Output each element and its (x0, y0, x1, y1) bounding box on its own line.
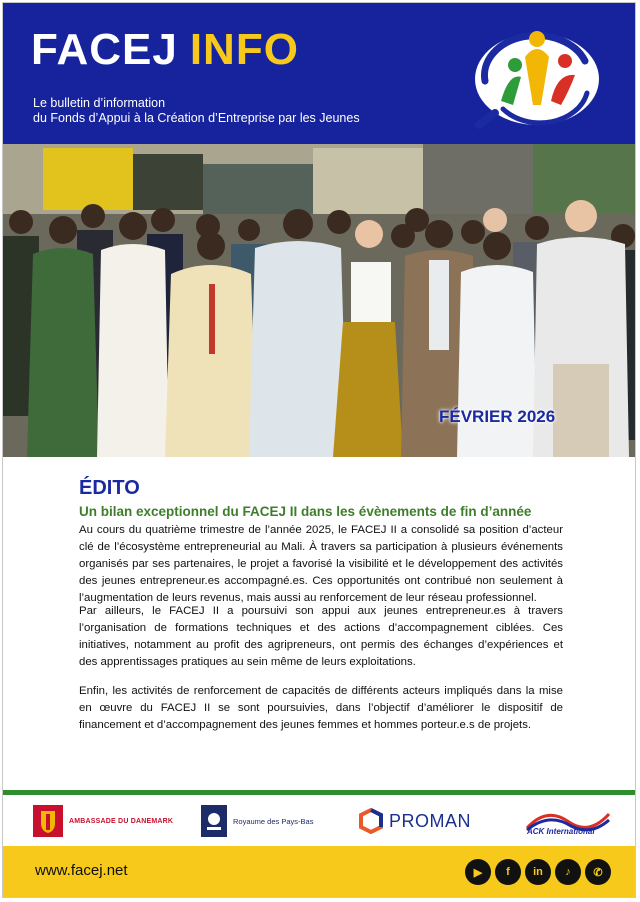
proman-hexagon-icon (359, 808, 383, 834)
issue-date: FÉVRIER 2026 (439, 407, 556, 426)
subtitle-line-2: du Fonds d’Appui à la Création d’Entreprise par les Jeunes (33, 111, 360, 125)
edito-paragraph-3: Enfin, les activités de renforcement de capacités de différents acteurs impliqués dans la mise en œuvre du FACEJ II se sont poursuivies, dans l’objectif d’améliorer le dispositif de financement et d’accompagnement des jeunes femmes et hommes porteur.e.s de projets. (79, 685, 563, 731)
edito-paragraph-2: Par ailleurs, le FACEJ II a poursuivi son appui aux jeunes entrepreneur.es à travers l’organisation de formations techniques et des actions d’accompagnement ciblées. Ces initiatives, notamment au profit des agripreneurs, ont permis des échanges d’expériences et des apprentissages pratiques au sein même de leurs exploitations. (79, 605, 563, 668)
edito-paragraph-1: Au cours du quatrième trimestre de l’année 2025, le FACEJ II a consolidé sa position d’acteur clé de l’écosystème entrepreneurial au Mali. À travers sa participation à plusieurs événements organisés par ses partenaires, le projet a favorisé la visibilité et le développement des activités des jeunes entrepreneur.es accompagné.es. Ces opportunités ont contribué non seulement à l’augmentation de leurs revenus, mais aussi au renforcement de leur réseau professionnel. (79, 524, 563, 604)
partner-ack-label: ACK International (527, 827, 595, 836)
partner-proman (359, 803, 471, 839)
partner-netherlands (201, 803, 313, 839)
masthead-title-info: INFO (189, 25, 299, 74)
whatsapp-icon[interactable]: ✆ (585, 859, 611, 885)
masthead-title (31, 25, 299, 75)
website-link[interactable]: www.facej.net (35, 862, 128, 879)
partner-proman-label: PROMAN (389, 810, 472, 831)
facej-logo-icon (465, 21, 605, 131)
edito-heading: ÉDITO (79, 477, 140, 499)
social-links (465, 859, 611, 885)
edito-subheading: Un bilan exceptionnel du FACEJ II dans les évènements de fin d’année (79, 504, 532, 519)
facebook-icon[interactable]: f (495, 859, 521, 885)
netherlands-crest-icon (201, 805, 227, 837)
tiktok-icon[interactable]: ♪ (555, 859, 581, 885)
partner-ack (525, 803, 611, 839)
subtitle-line-1: Le bulletin d’information (33, 96, 166, 110)
partner-denmark-label: AMBASSADE DU DANEMARK (69, 817, 174, 825)
masthead-subtitle (33, 96, 360, 126)
newsletter-page (2, 2, 636, 898)
youtube-icon[interactable]: ▶ (465, 859, 491, 885)
footer-bar (3, 846, 636, 898)
partner-denmark (33, 803, 173, 839)
linkedin-icon[interactable]: in (525, 859, 551, 885)
masthead-title-facej: FACEJ (31, 25, 178, 74)
partners-divider (3, 790, 636, 795)
header-banner (3, 3, 636, 144)
denmark-crest-icon (33, 805, 63, 837)
partner-netherlands-label: Royaume des Pays-Bas (233, 816, 314, 826)
